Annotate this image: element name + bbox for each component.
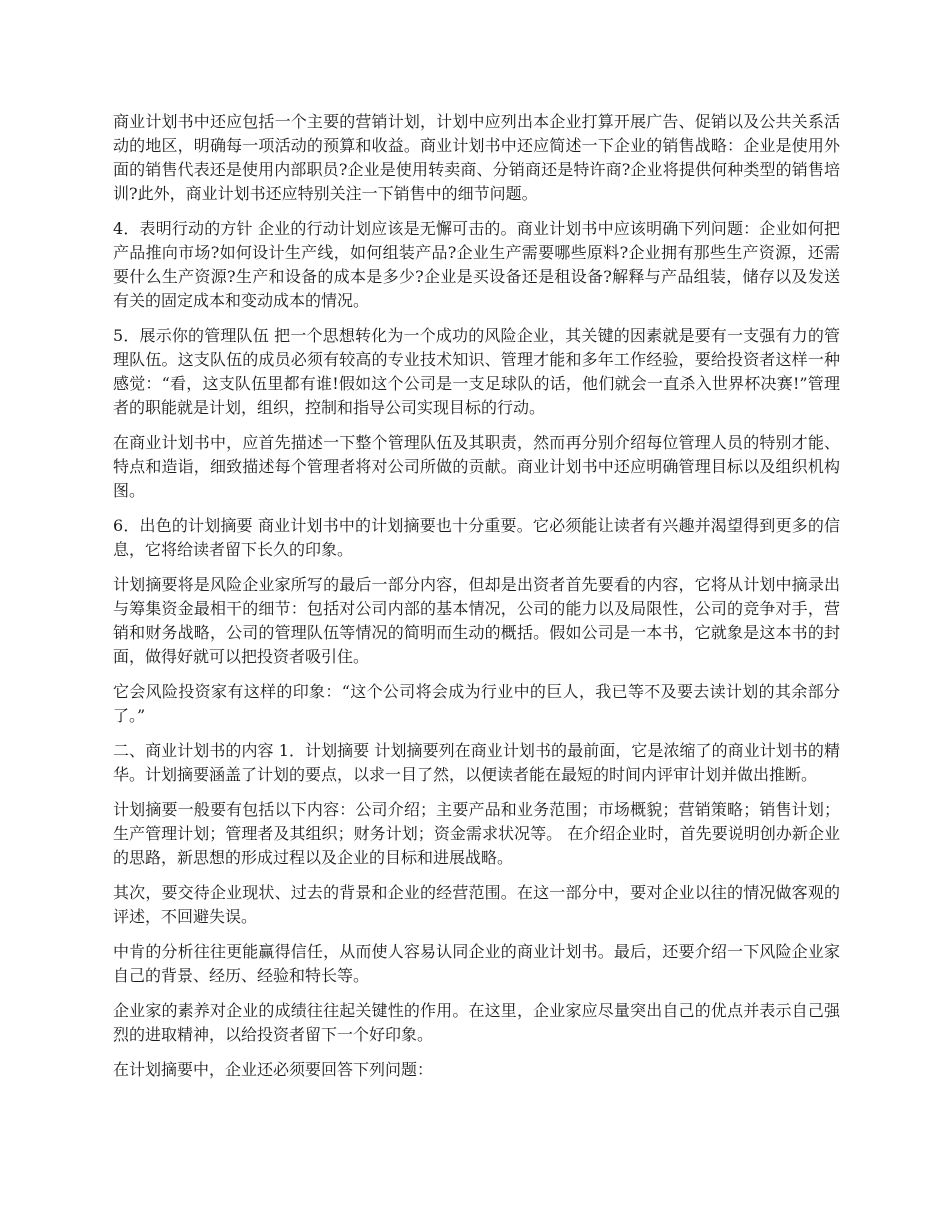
paragraph-management-description: 在商业计划书中，应首先描述一下整个管理队伍及其职责，然而再分别介绍每位管理人员的特别才能、特点和造诣，细致描述每个管理者将对公司所做的贡献。商业计划书中还应明确管理目标以及组织机构图。 [113, 433, 840, 500]
paragraph-plan-summary-intro: 6．出色的计划摘要 商业计划书中的计划摘要也十分重要。它必须能让读者有兴趣并渴望得到更多的信息，它将给读者留下长久的印象。 [113, 516, 840, 559]
paragraph-summary-contents: 计划摘要一般要有包括以下内容：公司介绍；主要产品和业务范围；市场概貌；营销策略；销售计划；生产管理计划；管理者及其组织；财务计划；资金需求状况等。 在介绍企业时，首先要说明创办新企业的思路，新思想的形成过程以及企业的目标和进展战略。 [113, 800, 840, 867]
document-page [113, 110, 840, 1093]
paragraph-plan-summary-detail: 计划摘要将是风险企业家所写的最后一部分内容，但却是出资者首先要看的内容，它将从计划中摘录出与筹集资金最相干的细节：包括对公司内部的基本情况，公司的能力以及局限性，公司的竞争对手，营销和财务战略，公司的管理队伍等情况的简明而生动的概括。假如公司是一本书，它就象是这本书的封面，做得好就可以把投资者吸引住。 [113, 575, 840, 666]
paragraph-company-status: 其次，要交待企业现状、过去的背景和企业的经营范围。在这一部分中，要对企业以往的情况做客观的评述，不回避失误。 [113, 883, 840, 926]
paragraph-investor-impression: 它会风险投资家有这样的印象：“这个公司将会成为行业中的巨人，我已等不及要去读计划的其余部分了。” [113, 682, 840, 725]
paragraph-management-team: 5．展示你的管理队伍 把一个思想转化为一个成功的风险企业，其关键的因素就是要有一支强有力的管理队伍。这支队伍的成员必须有较高的专业技术知识、管理才能和多年工作经验，要给投资者这样一种感觉：“看，这支队伍里都有谁!假如这个公司是一支足球队的话，他们就会一直杀入世界杯决赛!”管理者的职能就是计划，组织，控制和指导公司实现目标的行动。 [113, 326, 840, 417]
paragraph-contents-summary: 二、商业计划书的内容 1．计划摘要 计划摘要列在商业计划书的最前面，它是浓缩了的商业计划书的精华。计划摘要涵盖了计划的要点，以求一目了然，以便读者能在最短的时间内评审计划并做出推断。 [113, 741, 840, 784]
paragraph-questions-intro: 在计划摘要中，企业还必须要回答下列问题： [113, 1060, 434, 1079]
paragraph-entrepreneur-background: 中肯的分析往往更能赢得信任，从而使人容易认同企业的商业计划书。最后，还要介绍一下风险企业家自己的背景、经历、经验和特长等。 [113, 942, 840, 985]
paragraph-action-plan: 4．表明行动的方针 企业的行动计划应该是无懈可击的。商业计划书中应该明确下列问题：企业如何把产品推向市场?如何设计生产线，如何组装产品?企业生产需要哪些原料?企业拥有那些生产资源，还需要什么生产资源?生产和设备的成本是多少?企业是买设备还是租设备?解释与产品组装，储存以及发送有关的固定成本和变动成本的情况。 [113, 219, 840, 310]
paragraph-marketing-plan: 商业计划书中还应包括一个主要的营销计划，计划中应列出本企业打算开展广告、促销以及公共关系活动的地区，明确每一项活动的预算和收益。商业计划书中还应简述一下企业的销售战略：企业是使用外面的销售代表还是使用内部职员?企业是使用转卖商、分销商还是特许商?企业将提供何种类型的销售培训?此外，商业计划书还应特别关注一下销售中的细节问题。 [113, 112, 840, 203]
paragraph-entrepreneur-qualities: 企业家的素养对企业的成绩往往起关键性的作用。在这里，企业家应尽量突出自己的优点并表示自己强烈的进取精神，以给投资者留下一个好印象。 [113, 1001, 840, 1044]
